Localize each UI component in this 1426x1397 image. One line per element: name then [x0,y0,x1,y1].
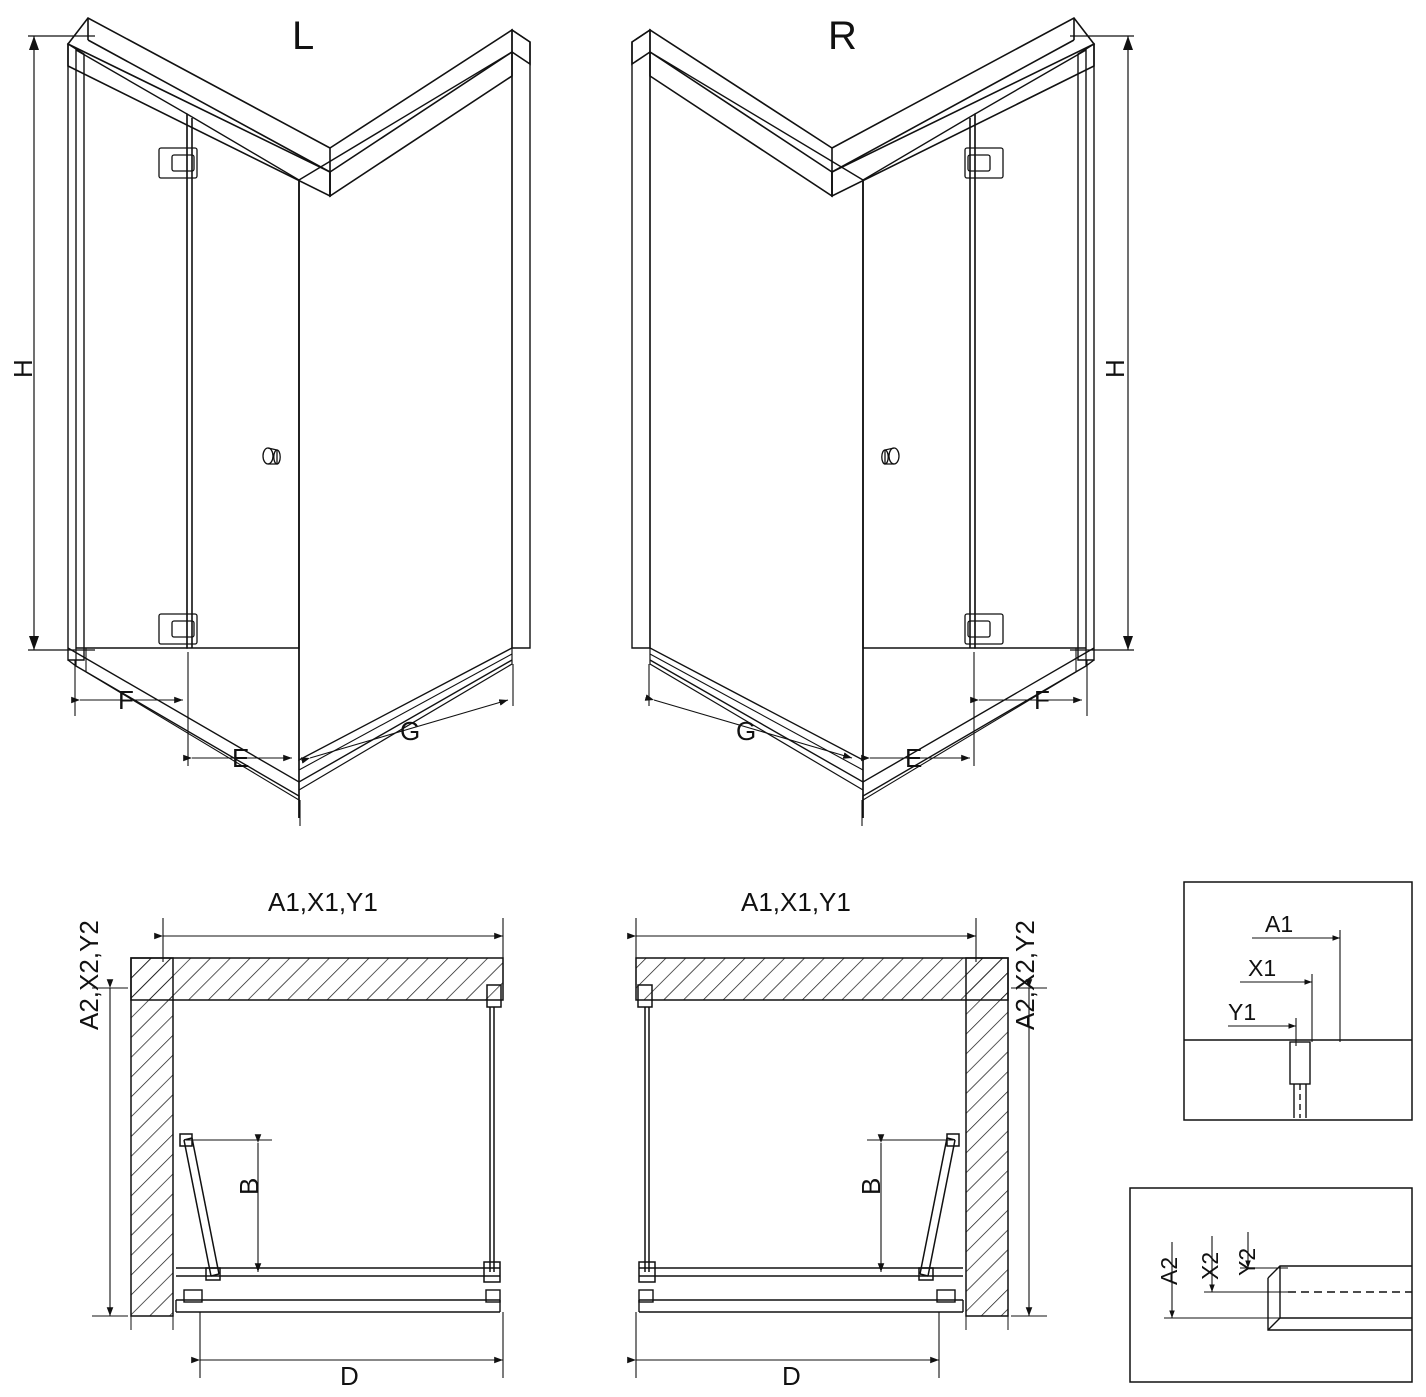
dimension-label-h-right: H [1100,359,1130,378]
dimension-label-a1x1y1-right: A1,X1,Y1 [741,887,851,917]
iso-view-right [632,14,1134,826]
dimension-label-g-right: G [736,716,757,746]
dimension-label-e-left: E [232,743,250,773]
detail-label-y1: Y1 [1228,999,1257,1025]
detail-label-a2: A2 [1156,1256,1182,1285]
detail-label-x2: X2 [1197,1251,1223,1280]
dimension-label-a2x2y2-right: A2,X2,Y2 [1010,920,1040,1030]
plan-view-right [636,918,1047,1378]
detail-view-bottom [1130,1188,1412,1382]
detail-label-y2: Y2 [1234,1247,1260,1276]
dimension-label-d-left: D [340,1361,359,1391]
dimension-label-b-left: B [234,1177,264,1195]
detail-label-x1: X1 [1248,955,1277,981]
dimension-label-a1x1y1-left: A1,X1,Y1 [268,887,378,917]
view-label-left: L [292,14,315,58]
dimension-label-a2x2y2-left: A2,X2,Y2 [74,920,104,1030]
dimension-label-b-right: B [856,1177,886,1195]
dimension-label-g-left: G [400,716,421,746]
dimension-label-f-right: F [1034,685,1050,715]
detail-view-top [1184,882,1412,1120]
view-label-right: R [828,14,857,58]
detail-label-a1: A1 [1265,911,1294,937]
dimension-label-d-right: D [782,1361,801,1391]
plan-view-left [92,918,503,1378]
dimension-label-e-right: E [905,743,923,773]
dimension-label-f-left: F [118,685,134,715]
dimension-label-h-left: H [8,359,38,378]
iso-view-left [28,14,530,826]
